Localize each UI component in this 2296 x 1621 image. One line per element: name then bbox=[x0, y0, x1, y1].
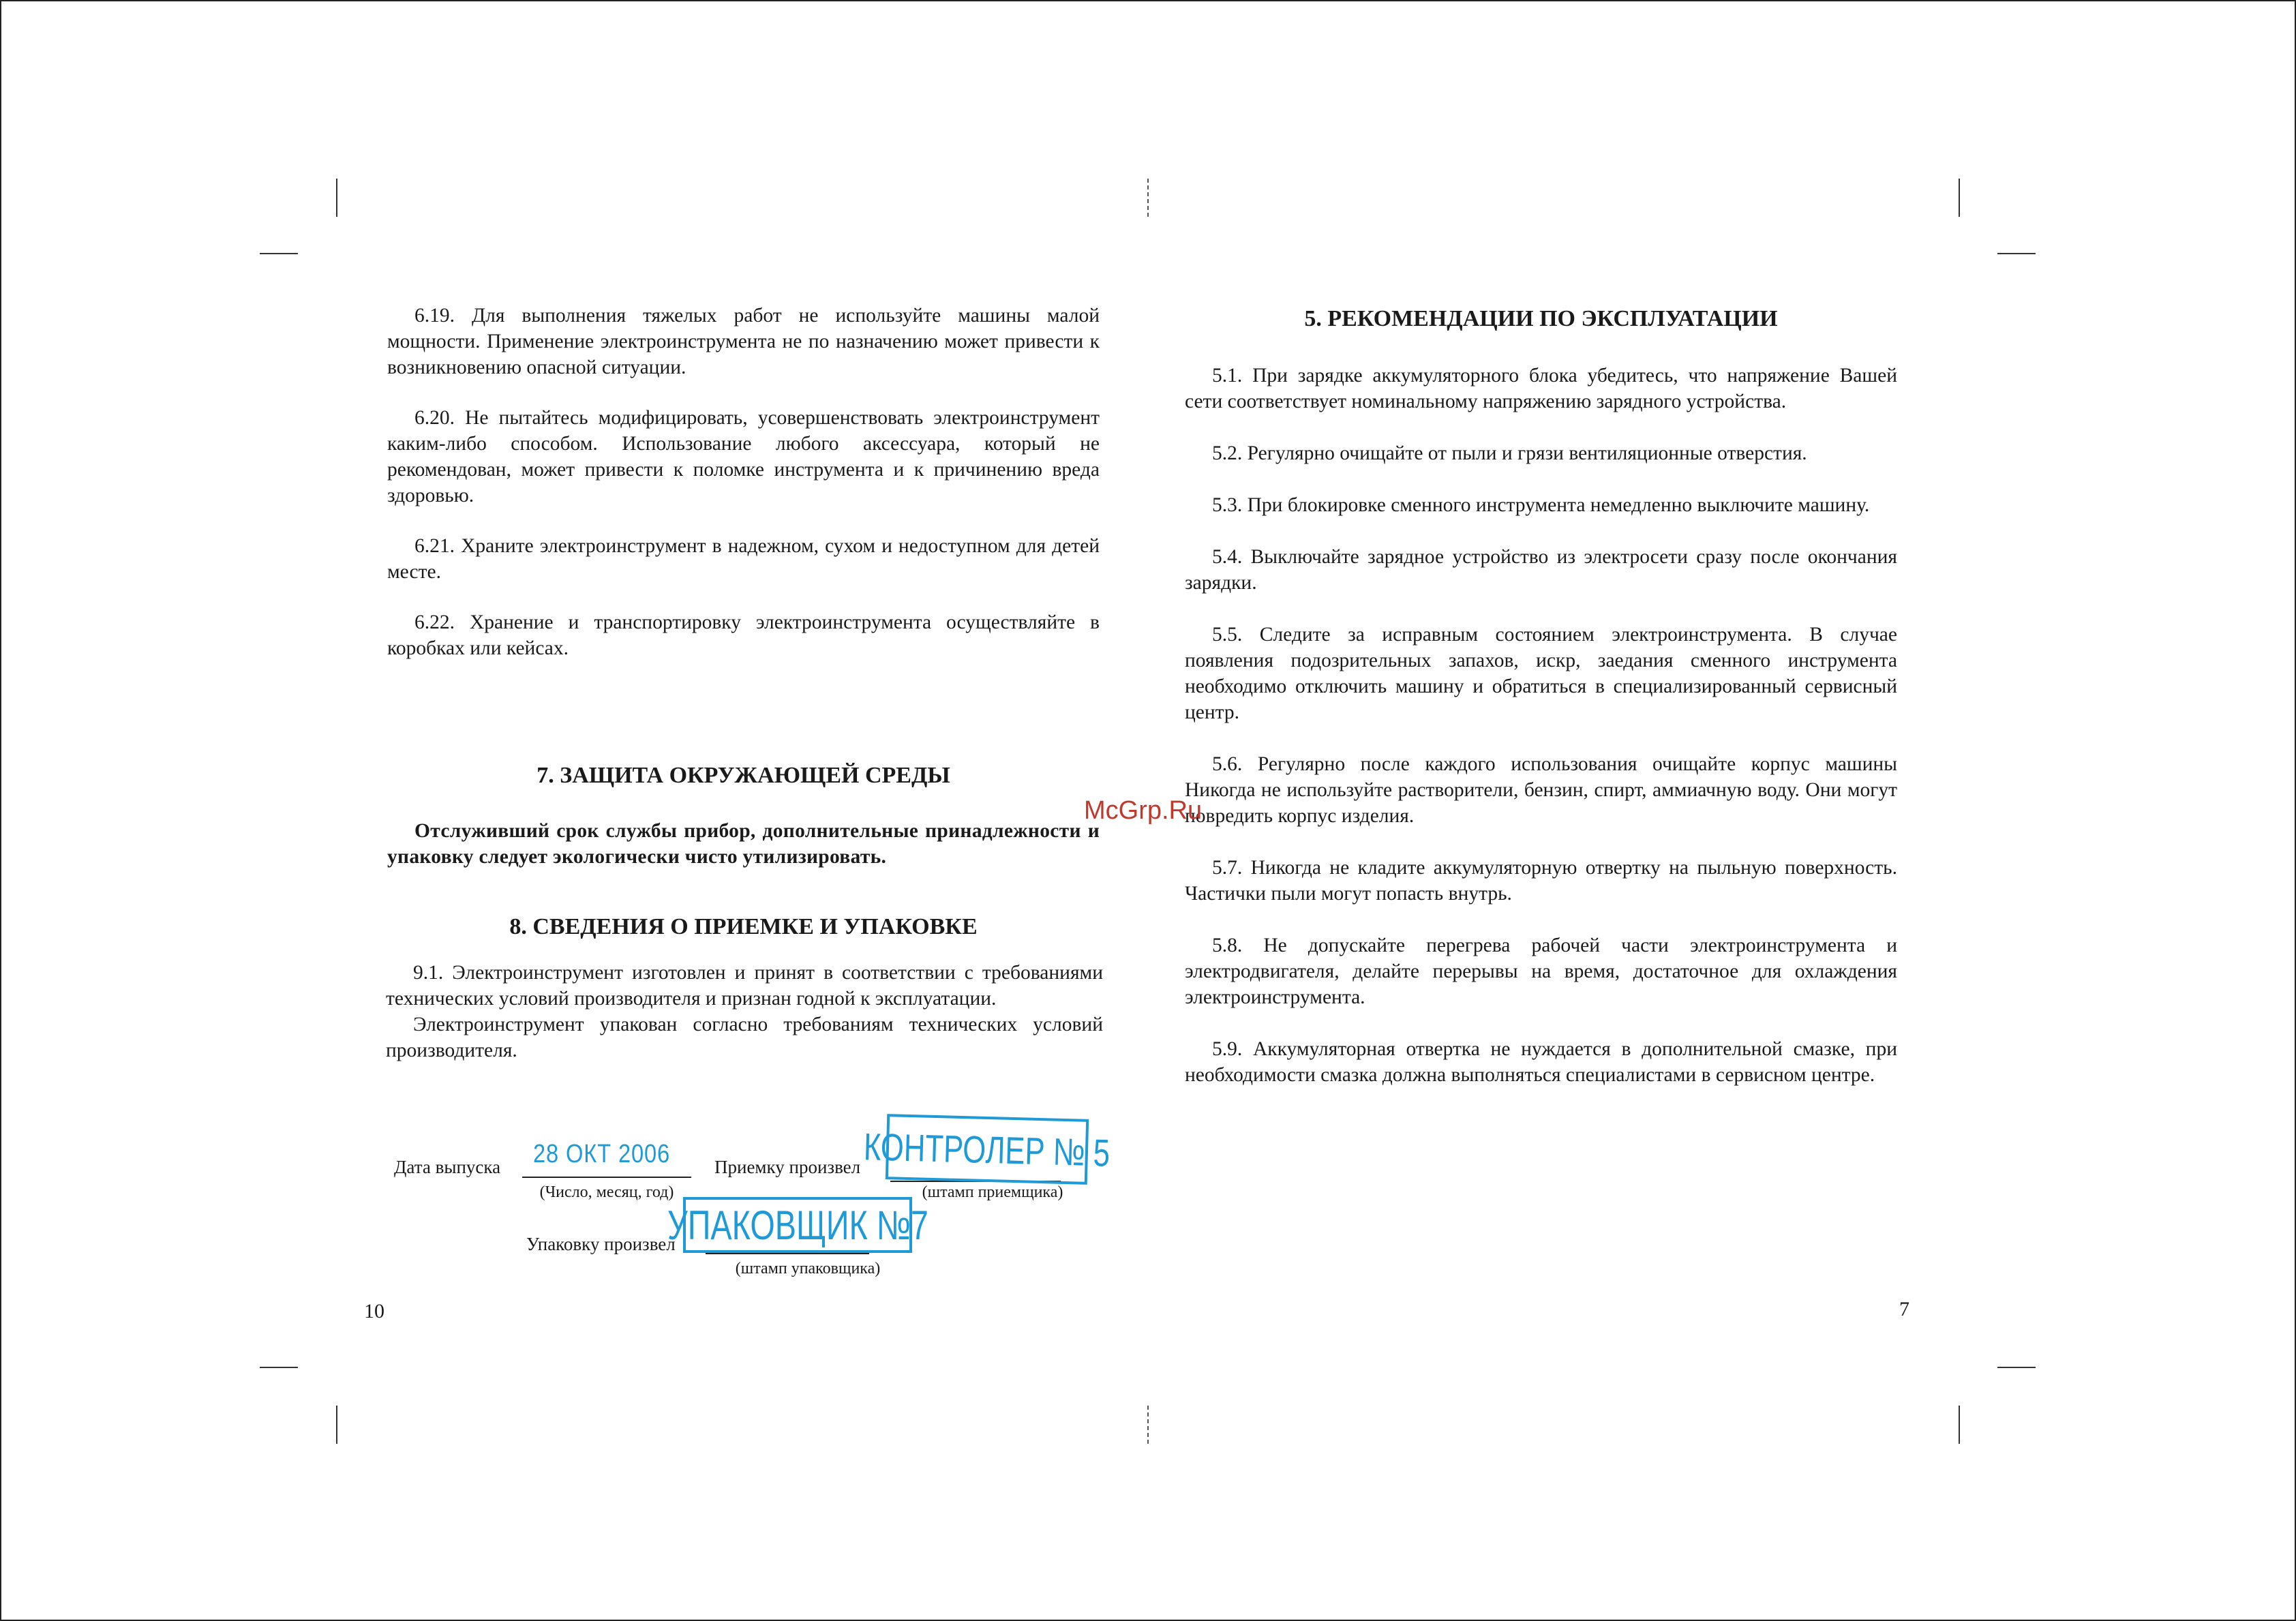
paragraph-5-8: 5.8. Не допускайте перегрева рабочей части электроинструмента и электродвигателя, делайте перерывы на время, достаточное для охлаждения электроинструмента. bbox=[1185, 935, 1897, 1008]
paragraph-6-22: 6.22. Хранение и транспортировку электроинструмента осуществляйте в коробках или кейсах. bbox=[387, 611, 1100, 659]
fold-mark bbox=[1147, 1406, 1149, 1444]
controller-stamp bbox=[863, 1114, 1111, 1185]
section-5-title: 5. РЕКОМЕНДАЦИИ ПО ЭКСПЛУАТАЦИИ bbox=[1304, 306, 1778, 331]
crop-mark bbox=[1997, 1367, 2036, 1368]
crop-mark bbox=[260, 253, 298, 254]
crop-mark bbox=[1997, 253, 2036, 254]
paragraph-5-3: 5.3. При блокировке сменного инструмента немедленно выключите машину. bbox=[1212, 494, 1870, 516]
crop-mark bbox=[260, 1367, 298, 1368]
acceptance-label: Приемку произвел bbox=[714, 1157, 861, 1177]
packer-stamp bbox=[667, 1197, 928, 1253]
section-7-title: 7. ЗАЩИТА ОКРУЖАЮЩЕЙ СРЕДЫ bbox=[537, 763, 950, 788]
paragraph-5-5: 5.5. Следите за исправным состоянием электроинструмента. В случае появления подозрительных запахов, искр, заедания сменного инструмента необходимо отключить машину и обратиться в специализированный сервисный центр. bbox=[1185, 624, 1897, 723]
crop-mark bbox=[1959, 179, 1960, 217]
controller-stamp-text: КОНТРОЛЕР № 5 bbox=[863, 1124, 1111, 1175]
watermark: McGrp.Ru bbox=[1084, 796, 1203, 825]
paragraph-5-7: 5.7. Никогда не кладите аккумуляторную отвертку на пыльную поверхность. Частички пыли могут попасть внутрь. bbox=[1185, 857, 1897, 905]
date-stamp: 28 ОКТ 2006 bbox=[533, 1140, 671, 1168]
left-page bbox=[386, 300, 1103, 1063]
paragraph-6-21: 6.21. Храните электроинструмент в надежном, сухом и недоступном для детей месте. bbox=[387, 535, 1100, 583]
packing-caption: (штамп упаковщика) bbox=[735, 1260, 881, 1277]
paragraph-5-2: 5.2. Регулярно очищайте от пыли и грязи вентиляционные отверстия. bbox=[1212, 442, 1807, 464]
section-8-title: 8. СВЕДЕНИЯ О ПРИЕМКЕ И УПАКОВКЕ bbox=[509, 914, 978, 939]
crop-mark bbox=[336, 1406, 337, 1444]
section-8-paragraph-2: Электроинструмент упакован согласно требованиям технических условий производителя. bbox=[386, 1014, 1103, 1061]
packing-line bbox=[706, 1253, 869, 1254]
page-number-right: 7 bbox=[1899, 1298, 1909, 1320]
page-number-left: 10 bbox=[364, 1300, 384, 1322]
acceptance-caption: (штамп приемщика) bbox=[922, 1183, 1063, 1201]
packing-label: Упаковку произвел bbox=[526, 1234, 676, 1254]
release-date-line bbox=[522, 1177, 691, 1178]
paragraph-5-4: 5.4. Выключайте зарядное устройство из электросети сразу после окончания зарядки. bbox=[1185, 546, 1897, 594]
paragraph-5-6: 5.6. Регулярно после каждого использования очищайте корпус машины Никогда не используйте растворители, бензин, спирт, аммиачную воду. Они могут повредить корпус изделия. bbox=[1185, 753, 1897, 827]
paragraph-6-20: 6.20. Не пытайтесь модифицировать, усовершенствовать электроинструмент каким-либо способом. Использование любого аксессуара, который не рекомендован, может привести к поломке инструмента и к причинению вреда здоровью. bbox=[387, 407, 1100, 506]
paragraph-5-1: 5.1. При зарядке аккумуляторного блока убедитесь, что напряжение Вашей сети соответствует номинальному напряжению зарядного устройства. bbox=[1185, 365, 1897, 412]
release-date-label: Дата выпуска bbox=[394, 1157, 501, 1177]
right-page bbox=[1185, 300, 1897, 1088]
paragraph-5-9: 5.9. Аккумуляторная отвертка не нуждается в дополнительной смазке, при необходимости смазка должна выполняться специалистами в сервисном центре. bbox=[1185, 1038, 1897, 1086]
release-date-caption: (Число, месяц, год) bbox=[539, 1183, 674, 1201]
packer-stamp-text: УПАКОВЩИК №7 bbox=[667, 1202, 928, 1248]
crop-mark bbox=[1959, 1406, 1960, 1444]
fold-mark bbox=[1147, 179, 1149, 217]
section-7-text: Отслуживший срок службы прибор, дополнительные принадлежности и упаковку следует экологически чисто утилизировать. bbox=[387, 820, 1100, 868]
crop-mark bbox=[336, 179, 337, 217]
section-8-paragraph-1: 9.1. Электроинструмент изготовлен и принят в соответствии с требованиями технических условий производителя и признан годной к эксплуатации. bbox=[386, 962, 1103, 1010]
paragraph-6-19: 6.19. Для выполнения тяжелых работ не используйте машины малой мощности. Применение электроинструмента не по назначению может привести к возникновению опасной ситуации. bbox=[387, 305, 1100, 378]
